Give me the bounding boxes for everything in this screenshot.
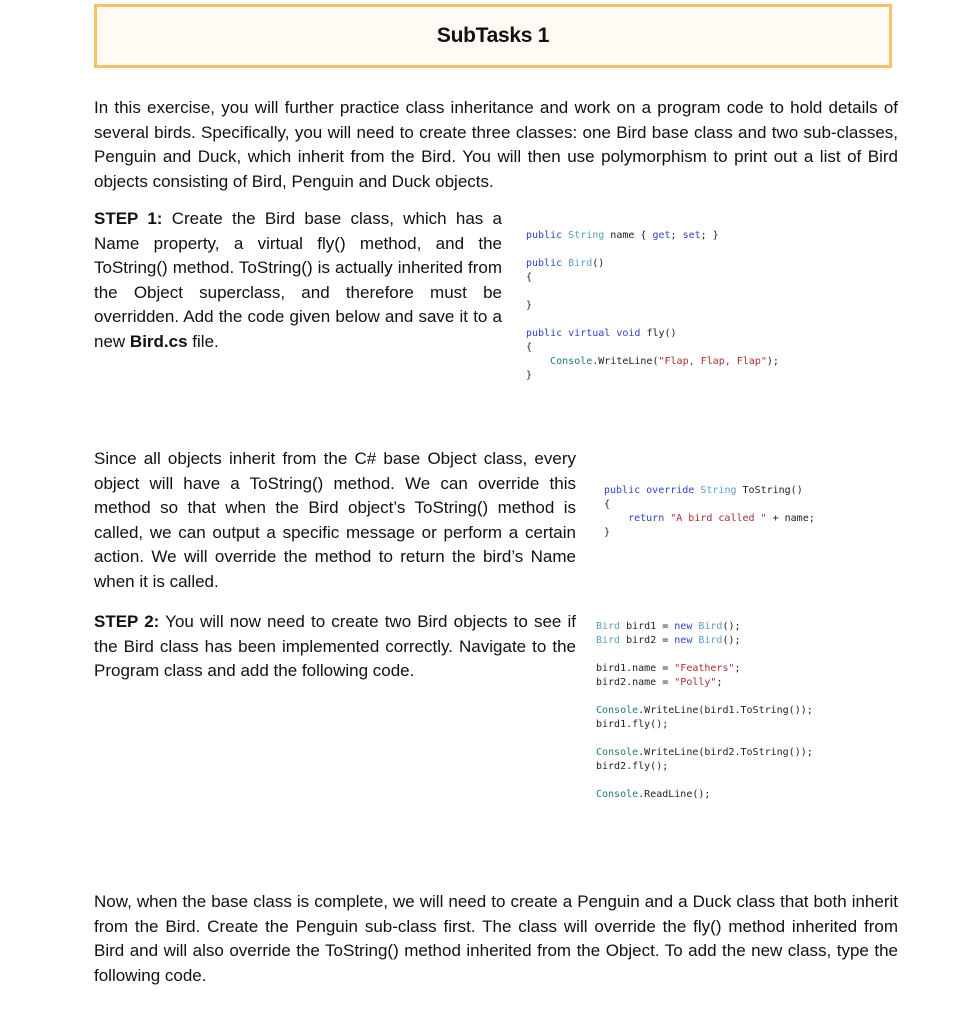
code-line: Console.WriteLine("Flap, Flap, Flap"); xyxy=(550,356,779,367)
code-line: bird1.name = "Feathers"; xyxy=(596,663,741,674)
code-line: bird2.fly(); xyxy=(596,761,669,772)
step1-file: Bird.cs xyxy=(129,331,188,351)
code-line xyxy=(596,774,813,788)
since-paragraph: Since all objects inherit from the C# base Object class, every object will have a ToString() method. We can override this method so that when the Bird object’s ToString() method is called, we can output a specific message or perform a certain action. We will override the method to return the bird’s Name when it is called. xyxy=(94,449,576,591)
step2-label: STEP 2: xyxy=(94,612,160,631)
code-line: } xyxy=(526,300,533,311)
code-line: public virtual void fly() xyxy=(526,328,677,339)
code-line: { xyxy=(604,499,611,510)
step1-label: STEP 1: xyxy=(94,209,163,228)
step1-paragraph xyxy=(94,207,502,355)
code-line: public override String ToString() xyxy=(604,485,803,496)
code-line: } xyxy=(604,527,611,538)
code-line: public String name { get; set; } xyxy=(526,230,719,241)
code-line: Bird bird1 = new Bird(); xyxy=(596,621,741,632)
code-line xyxy=(596,732,813,746)
code-line: public Bird() xyxy=(526,258,605,269)
step1-text-end: file. xyxy=(187,331,219,351)
code-block-program xyxy=(596,620,813,802)
outro-paragraph: Now, when the base class is complete, we will need to create a Penguin and a Duck class that both inherit from the Bird. Create the Penguin sub-class first. The class will override the fly() method inherited from Bird and will also override the ToString() method inherited from the Object. To add the new class, type the following code. xyxy=(94,892,898,985)
code-line: return "A bird called " + name; xyxy=(628,513,815,524)
code-line: Console.WriteLine(bird1.ToString()); xyxy=(596,705,813,716)
page-title: SubTasks 1 xyxy=(436,24,550,47)
step1-text: Create the Bird base class, which has a Name property, a virtual fly() method, and the ToString() method. ToString() is actually inherited from the Object superclass, and therefore must be overridden. Add the code given below and save it to a new xyxy=(94,209,502,351)
code-line xyxy=(526,313,779,327)
code-line: { xyxy=(526,272,533,283)
code-block-bird-class xyxy=(526,229,779,383)
code-block-tostring xyxy=(604,484,815,540)
code-line: } xyxy=(526,370,533,381)
title-box xyxy=(94,4,892,68)
code-line: { xyxy=(526,342,533,353)
code-line: Console.ReadLine(); xyxy=(596,789,711,800)
step2-text: You will now need to create two Bird objects to see if the Bird class has been implemented correctly. Navigate to the Program class and add the following code. xyxy=(94,612,576,681)
code-line xyxy=(526,285,779,299)
intro-paragraph: In this exercise, you will further practice class inheritance and work on a program code to hold details of several birds. Specifically, you will need to create three classes: one Bird base class and two sub-classes, Penguin and Duck, which inherit from the Bird. You will then use polymorphism to print out a list of Bird objects consisting of Bird, Penguin and Duck objects. xyxy=(94,98,898,191)
code-line: bird1.fly(); xyxy=(596,719,669,730)
step2-paragraph xyxy=(94,610,576,684)
code-line xyxy=(526,243,779,257)
code-line: Bird bird2 = new Bird(); xyxy=(596,635,741,646)
code-line xyxy=(596,648,813,662)
code-line: bird2.name = "Polly"; xyxy=(596,677,723,688)
code-line: Console.WriteLine(bird2.ToString()); xyxy=(596,747,813,758)
code-line xyxy=(596,690,813,704)
